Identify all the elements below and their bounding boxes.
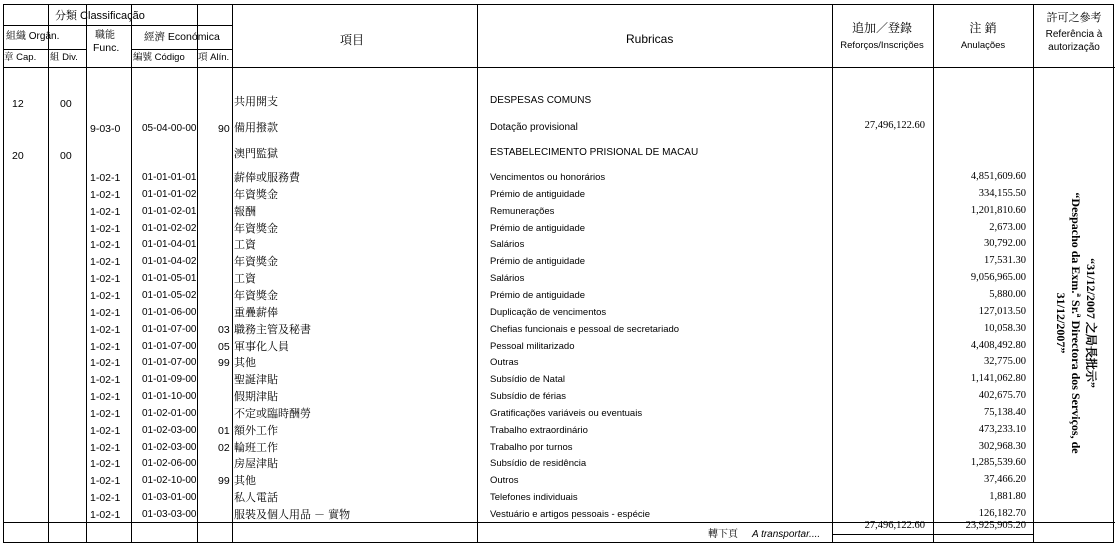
row-rubrica-pt: Prémio de antiguidade <box>490 290 586 301</box>
row-codigo: 01-02-03-00 <box>142 442 197 453</box>
header-alin: 項 Alín. <box>198 52 230 63</box>
row-func: 1-02-1 <box>90 357 121 369</box>
row-anulacao: 302,968.30 <box>978 441 1026 452</box>
row-anulacao: 1,285,539.60 <box>970 457 1026 468</box>
col-divider <box>832 5 833 542</box>
authorization-line-1: “31/12/2007 之局長批示” <box>1084 258 1098 388</box>
provision-reforco: 27,496,122.60 <box>864 120 925 131</box>
row-rubrica-pt: Subsídio de residência <box>490 458 587 469</box>
row-rubrica-pt: Pessoal militarizado <box>490 341 575 352</box>
row-rubrica-pt: Outras <box>490 357 519 368</box>
row-codigo: 01-01-05-01 <box>142 273 197 284</box>
section-title-pt: DESPESAS COMUNS <box>490 95 592 106</box>
row-rubrica-pt: Vencimentos ou honorários <box>490 172 606 183</box>
footer-label-pt: A transportar.... <box>752 529 821 540</box>
header-reforcos: Reforços/Inscrições <box>840 40 924 51</box>
row-rubrica-pt: Outros <box>490 475 519 486</box>
row-func: 1-02-1 <box>90 408 121 420</box>
col-divider <box>477 5 478 542</box>
row-rubrica-pt: Prémio de antiguidade <box>490 256 586 267</box>
col-divider <box>131 5 132 542</box>
row-codigo: 01-03-03-00 <box>142 509 197 520</box>
row-rubrica-pt: Gratificações variáveis ou eventuais <box>490 408 643 419</box>
row-func: 1-02-1 <box>90 324 121 336</box>
row-func: 1-02-1 <box>90 492 121 504</box>
row-anulacao: 37,466.20 <box>984 474 1026 485</box>
row-codigo: 01-01-05-02 <box>142 290 197 301</box>
header-ref-2: autorização <box>1048 42 1100 53</box>
header-func: Func. <box>93 42 120 54</box>
row-rubrica-pt: Remunerações <box>490 206 555 217</box>
header-classificacao: 分類 Classificação <box>55 10 145 22</box>
row-codigo: 01-01-07-00 <box>142 341 197 352</box>
row-item-zh: 工資 <box>234 239 256 251</box>
row-codigo: 01-01-01-02 <box>142 189 197 200</box>
header-reforcos-zh: 追加／登錄 <box>851 21 912 35</box>
section-div: 00 <box>60 150 72 162</box>
authorization-line-2: “Despacho da Exm.ª Sr.ª Directora dos Serviços, de 31/12/2007” <box>1054 192 1083 454</box>
provision-func: 9-03-0 <box>90 123 121 135</box>
row-codigo: 01-01-06-00 <box>142 307 197 318</box>
row-codigo: 01-01-04-02 <box>142 256 197 267</box>
provision-alin: 90 <box>218 123 230 135</box>
row-anulacao: 30,792.00 <box>984 238 1026 249</box>
row-func: 1-02-1 <box>90 223 121 235</box>
row-rubrica-pt: Telefones individuais <box>490 492 578 503</box>
header-divider <box>131 49 233 50</box>
row-codigo: 01-02-03-00 <box>142 425 197 436</box>
row-func: 1-02-1 <box>90 189 121 201</box>
header-ref-zh: 許可之參考 <box>1046 12 1102 24</box>
provision-zh: 備用撥款 <box>234 122 278 134</box>
row-item-zh: 年資獎金 <box>234 256 278 268</box>
header-items-zh: 項目 <box>340 33 365 47</box>
row-item-zh: 年資獎金 <box>234 223 278 235</box>
header-bottom-line <box>4 67 1115 68</box>
row-item-zh: 假期津貼 <box>234 391 278 403</box>
col-divider <box>86 5 87 542</box>
row-item-zh: 額外工作 <box>234 425 278 437</box>
row-anulacao: 334,155.50 <box>978 188 1026 199</box>
row-anulacao: 127,013.50 <box>978 306 1026 317</box>
row-rubrica-pt: Prémio de antiguidade <box>490 223 586 234</box>
row-codigo: 01-01-02-02 <box>142 223 197 234</box>
footer-total-reforcos: 27,496,122.60 <box>864 520 925 531</box>
col-divider <box>1033 5 1034 542</box>
section-title-zh: 共用開支 <box>234 96 278 108</box>
row-func: 1-02-1 <box>90 425 121 437</box>
row-func: 1-02-1 <box>90 206 121 218</box>
row-codigo: 01-01-04-01 <box>142 239 197 250</box>
footer-total-anulacoes: 23,925,905.20 <box>965 520 1026 531</box>
row-anulacao: 1,201,810.60 <box>970 205 1026 216</box>
row-item-zh: 報酬 <box>234 206 256 218</box>
row-func: 1-02-1 <box>90 307 121 319</box>
row-func: 1-02-1 <box>90 341 121 353</box>
row-func: 1-02-1 <box>90 290 121 302</box>
row-func: 1-02-1 <box>90 509 121 521</box>
row-anulacao: 10,058.30 <box>984 323 1026 334</box>
row-alin: 01 <box>218 425 230 437</box>
col-divider <box>197 5 198 542</box>
row-func: 1-02-1 <box>90 239 121 251</box>
row-alin: 99 <box>218 475 230 487</box>
row-codigo: 01-01-07-00 <box>142 324 197 335</box>
row-rubrica-pt: Salários <box>490 239 525 250</box>
header-divider <box>4 25 233 26</box>
row-alin: 99 <box>218 357 230 369</box>
row-rubrica-pt: Chefias funcionais e pessoal de secretariado <box>490 324 680 335</box>
header-anulacoes-zh: 注 銷 <box>969 21 997 35</box>
row-codigo: 01-01-09-00 <box>142 374 197 385</box>
row-anulacao: 32,775.00 <box>984 356 1026 367</box>
row-item-zh: 房屋津貼 <box>234 458 278 470</box>
col-divider <box>232 5 233 542</box>
row-rubrica-pt: Salários <box>490 273 525 284</box>
row-codigo: 01-01-02-01 <box>142 206 197 217</box>
row-rubrica-pt: Prémio de antiguidade <box>490 189 586 200</box>
section-cap: 20 <box>12 150 24 162</box>
row-rubrica-pt: Vestuário e artigos pessoais - espécie <box>490 509 651 520</box>
row-rubrica-pt: Trabalho por turnos <box>490 442 573 453</box>
header-func-zh: 職能 <box>95 30 115 41</box>
row-item-zh: 其他 <box>234 357 256 369</box>
provision-pt: Dotação provisional <box>490 122 578 133</box>
header-organ: 組織 Orgân. <box>6 31 60 42</box>
row-anulacao: 2,673.00 <box>989 222 1026 233</box>
row-anulacao: 1,141,062.80 <box>970 373 1026 384</box>
row-item-zh: 私人電話 <box>234 492 278 504</box>
row-anulacao: 17,531.30 <box>984 255 1026 266</box>
row-func: 1-02-1 <box>90 256 121 268</box>
row-anulacao: 5,880.00 <box>989 289 1026 300</box>
row-anulacao: 1,881.80 <box>989 491 1026 502</box>
row-item-zh: 年資獎金 <box>234 290 278 302</box>
row-rubrica-pt: Trabalho extraordinário <box>490 425 588 436</box>
row-alin: 02 <box>218 442 230 454</box>
row-anulacao: 9,056,965.00 <box>970 272 1026 283</box>
row-item-zh: 年資獎金 <box>234 189 278 201</box>
section-title-pt: ESTABELECIMENTO PRISIONAL DE MACAU <box>490 147 699 158</box>
row-item-zh: 重疊薪俸 <box>234 307 278 319</box>
row-codigo: 01-01-10-00 <box>142 391 197 402</box>
row-item-zh: 不定或臨時酬勞 <box>234 408 311 420</box>
row-anulacao: 4,851,609.60 <box>970 171 1026 182</box>
row-func: 1-02-1 <box>90 273 121 285</box>
row-item-zh: 職務主管及秘書 <box>234 324 311 336</box>
row-item-zh: 薪俸或服務費 <box>234 172 300 184</box>
header-codigo: 編號 Código <box>133 52 185 63</box>
header-divider <box>4 49 87 50</box>
row-func: 1-02-1 <box>90 458 121 470</box>
row-func: 1-02-1 <box>90 442 121 454</box>
row-alin: 05 <box>218 341 230 353</box>
col-divider <box>48 5 49 542</box>
row-item-zh: 軍事化人員 <box>234 341 289 353</box>
row-anulacao: 4,408,492.80 <box>970 340 1026 351</box>
row-item-zh: 工資 <box>234 273 256 285</box>
header-cap: 章 Cap. <box>4 52 37 63</box>
row-item-zh: 服裝及個人用品 － 實物 <box>234 509 351 521</box>
row-func: 1-02-1 <box>90 172 121 184</box>
row-codigo: 01-01-07-00 <box>142 357 197 368</box>
row-codigo: 01-01-01-01 <box>142 172 197 183</box>
row-alin: 03 <box>218 324 230 336</box>
footer-underline <box>832 534 1034 535</box>
row-anulacao: 75,138.40 <box>984 407 1026 418</box>
section-title-zh: 澳門監獄 <box>234 148 278 160</box>
section-cap: 12 <box>12 98 24 110</box>
row-codigo: 01-03-01-00 <box>142 492 197 503</box>
row-func: 1-02-1 <box>90 475 121 487</box>
section-div: 00 <box>60 98 72 110</box>
row-rubrica-pt: Subsídio de Natal <box>490 374 565 385</box>
row-item-zh: 輪班工作 <box>234 442 278 454</box>
row-anulacao: 473,233.10 <box>978 424 1026 435</box>
row-func: 1-02-1 <box>90 391 121 403</box>
header-ref-1: Referência à <box>1045 29 1103 40</box>
header-anulacoes: Anulações <box>960 40 1006 51</box>
row-codigo: 01-02-10-00 <box>142 475 197 486</box>
header-economica: 經濟 Económica <box>144 31 220 43</box>
row-codigo: 01-02-01-00 <box>142 408 197 419</box>
row-anulacao: 126,182.70 <box>978 508 1026 519</box>
header-div: 組 Div. <box>50 52 78 63</box>
row-anulacao: 402,675.70 <box>978 390 1026 401</box>
header-rubricas: Rubricas <box>626 32 674 46</box>
row-rubrica-pt: Subsídio de férias <box>490 391 567 402</box>
row-func: 1-02-1 <box>90 374 121 386</box>
row-item-zh: 其他 <box>234 475 256 487</box>
row-rubrica-pt: Duplicação de vencimentos <box>490 307 607 318</box>
provision-codigo: 05-04-00-00 <box>142 123 197 134</box>
row-codigo: 01-02-06-00 <box>142 458 197 469</box>
footer-label-zh: 轉下頁 <box>708 529 738 540</box>
row-item-zh: 聖誕津貼 <box>234 374 278 386</box>
